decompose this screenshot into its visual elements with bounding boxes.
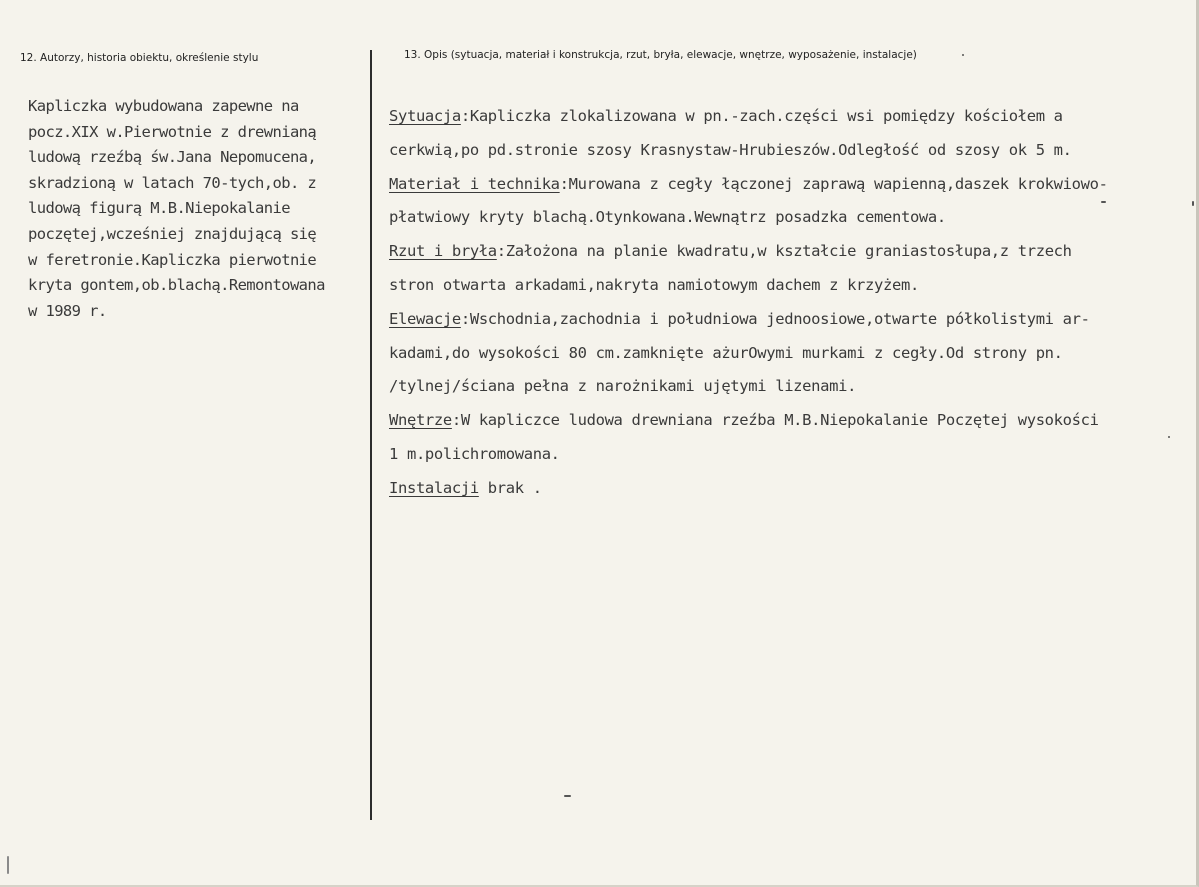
material-label: Materiał i technika [389,174,560,193]
ink-speck [962,54,964,56]
text-line: poczętej,wcześniej znajdującą się [28,224,317,243]
material-line-1: Materiał i technika:Murowana z cegły łączonej zaprawą wapienną,daszek krokwiowo- [389,174,1108,193]
ink-speck [7,856,9,874]
sytuacja-text: Kapliczka zlokalizowana w pn.-zach.części wsi pomiędzy kościołem a [469,107,1063,125]
text-line: ludową rzeźbą św.Jana Nepomucena, [28,148,317,167]
wnetrze-text: W kapliczce ludowa drewniana rzeźba M.B.Niepokalanie Poczętej wysokości [460,411,1099,430]
instalacje-label: Instalacji [389,478,479,497]
section-12-header: 12. Autorzy, historia obiektu, określenie stylu [20,52,259,64]
sytuacja-label: Sytuacja [389,107,461,125]
elewacje-line-1: Elewacje:Wschodnia,zachodnia i południowa jednoosiowe,otwarte półkolistymi ar- [389,309,1090,328]
text-line: pocz.XIX w.Pierwotnie z drewnianą [28,122,317,141]
wnetrze-line-2: 1 m.polichromowana. [389,444,560,463]
rzut-line-1: Rzut i bryła:Założona na planie kwadratu,w kształcie graniastosłupa,z trzech [389,242,1072,261]
rzut-line-2: stron otwarta arkadami,nakryta namiotowym dachem z krzyżem. [389,275,919,294]
text-line: ludową figurą M.B.Niepokalanie [28,199,290,218]
ink-speck [564,795,571,797]
elewacje-line-3: /tylnej/ściana pełna z narożnikami ujętymi lizenami. [389,377,857,396]
text-line: Kapliczka wybudowana zapewne na [28,97,299,115]
material-line-2: płatwiowy kryty blachą.Otynkowana.Wewnątrz posadzka cementowa. [389,208,946,227]
sytuacja-line-2: cerkwią,po pd.stronie szosy Krasnystaw-Hrubieszów.Odległość od szosy ok 5 m. [389,140,1072,159]
wnetrze-label: Wnętrze [389,411,452,430]
text-line: w 1989 r. [28,301,107,320]
ink-speck [1168,436,1170,438]
elewacje-label: Elewacje [389,309,461,328]
column-divider [370,50,372,820]
elewacje-text: Wschodnia,zachodnia i południowa jednoosiowe,otwarte półkolistymi ar- [469,309,1090,328]
ink-speck [1192,201,1194,206]
ink-speck [1101,201,1106,203]
rzut-label: Rzut i bryła [389,242,497,261]
rzut-text: Założona na planie kwadratu,w kształcie graniastosłupa,z trzech [505,242,1072,261]
instalacje-text: brak . [478,478,542,497]
authors-history-text [28,94,368,324]
section-13-header: 13. Opis (sytuacja, materiał i konstrukcja, rzut, bryła, elewacje, wnętrze, wyposażenie, instalacje) [404,49,917,61]
sytuacja-line-1: Sytuacja:Kapliczka zlokalizowana w pn.-zach.części wsi pomiędzy kościołem a [389,107,1063,125]
elewacje-line-2: kadami,do wysokości 80 cm.zamknięte ażurOwymi murkami z cegły.Od strony pn. [389,343,1063,362]
wnetrze-line-1: Wnętrze:W kapliczce ludowa drewniana rzeźba M.B.Niepokalanie Poczętej wysokości [389,411,1099,430]
instalacje-line [389,472,1189,506]
text-line: w feretronie.Kapliczka pierwotnie [28,250,317,269]
description-text [389,100,1189,506]
material-text: Murowana z cegły łączonej zaprawą wapienną,daszek krokwiowo- [568,174,1108,193]
text-line: kryta gontem,ob.blachą.Remontowana [28,276,325,295]
text-line: skradzioną w latach 70-tych,ob. z [28,173,317,192]
